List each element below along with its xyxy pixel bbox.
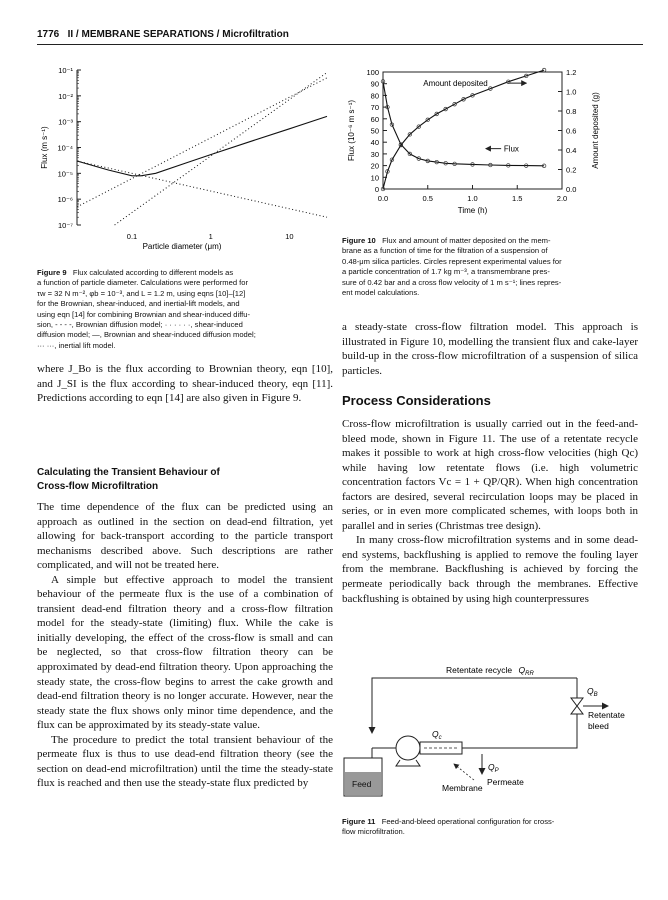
annotation-flux: Flux xyxy=(503,144,519,154)
y2-tick-label: 1.0 xyxy=(566,87,577,97)
running-title: II / MEMBRANE SEPARATIONS / Microfiltration xyxy=(67,29,289,40)
section-heading: Process Considerations xyxy=(342,393,491,408)
subsection-heading xyxy=(37,466,333,494)
fig9-caption-line: for the Brownian, shear-induced, and inertial-lift models, and xyxy=(37,299,240,309)
x-tick-label: 1.0 xyxy=(467,194,478,203)
left-col-p1 xyxy=(37,362,333,406)
paragraph: Cross-flow microfiltration is usually carried out in the feed-and-bleed mode, shown in Figure 11. The use of a retentate recycle makes it possible to work at high cross-flow velocities (high Qc) while having low retentate flows (i.e. high volumetric concentration factors Vc = 1 + QP/QR). When high concentration factors are desired, several recirculation loops may be placed in series, or in even more complicated schemes, with loops both in parallel and in series (Christmas tree design). xyxy=(342,418,638,532)
fig9-caption-line: Flux calculated according to different models as xyxy=(72,268,234,277)
fig11-caption-line: Feed-and-bleed operational configuration for cross- xyxy=(381,817,555,826)
plot-frame xyxy=(383,72,562,189)
y-tick-label: 10⁻³ xyxy=(58,117,73,127)
figure-9-label: Figure 9 xyxy=(37,268,67,277)
fig10-caption-line: ent model calculations. xyxy=(342,288,420,298)
subhead-line: Cross-flow Microfiltration xyxy=(37,481,159,492)
permeate-label: Permeate xyxy=(487,777,524,787)
subhead-line: Calculating the Transient Behaviour of xyxy=(37,467,220,478)
series-line xyxy=(77,78,327,207)
y-tick-label: 0 xyxy=(374,185,379,194)
y-axis-label: Flux (10⁻⁶ m s⁻¹) xyxy=(347,99,356,162)
x-tick-label: 10 xyxy=(285,232,294,241)
fig9-caption-line: a function of particle diameter. Calculations were performed for xyxy=(37,278,249,288)
figure-9-chart xyxy=(37,62,337,262)
y2-tick-label: 0.2 xyxy=(566,165,577,175)
fig10-caption-line: sure of 0.42 bar and a cross flow velocity of 1 m s⁻¹; lines repres- xyxy=(342,277,562,287)
y-tick-label: 100 xyxy=(366,68,379,77)
fig9-caption-line: τw = 32 N m⁻², φb = 10⁻³, and L = 1.2 m, using eqns [10]–[12] xyxy=(37,288,246,298)
pump-icon xyxy=(396,736,420,760)
y-tick-label: 10⁻² xyxy=(58,91,73,101)
y-axis-label: Flux (m s⁻¹) xyxy=(40,126,49,169)
x-tick-label: 0.5 xyxy=(422,194,433,203)
y-tick-label: 20 xyxy=(370,161,379,171)
recycle-label: Retentate recycle $Q_{RR}$ xyxy=(446,665,534,677)
y2-tick-label: 1.2 xyxy=(566,68,577,77)
fig9-caption-line: ··· ···, inertial lift model. xyxy=(37,340,116,350)
figure-10 xyxy=(340,58,640,233)
series-line xyxy=(77,116,327,175)
x-axis-label: Particle diameter (μm) xyxy=(142,242,222,251)
x-tick-label: 1 xyxy=(208,232,213,241)
series-line xyxy=(115,73,327,226)
paragraph: In many cross-flow microfiltration systems and in some dead-end systems, backflushing is applied to remove the fouling layer from the membrane. Backflushing is achieved by forcing the permeate periodically back through the membranes. Effective backflushing is obtained by using high counterpressures xyxy=(342,534,638,605)
header-rule xyxy=(37,44,643,45)
running-header xyxy=(37,29,289,40)
y-tick-label: 10 xyxy=(370,173,379,183)
bleed-label-1: Retentate xyxy=(588,710,625,720)
y-tick-label: 50 xyxy=(370,126,379,136)
y-tick-label: 10⁻⁵ xyxy=(57,169,73,179)
figure-11-caption xyxy=(342,817,638,838)
x-tick-label: 1.5 xyxy=(512,194,523,203)
y-tick-label: 10⁻⁷ xyxy=(57,221,73,230)
fig10-caption-line: a particle concentration of 1.7 kg m⁻³, a transmembrane pres- xyxy=(342,267,550,277)
y2-tick-label: 0.6 xyxy=(566,126,577,136)
y2-axis-label: Amount deposited (g) xyxy=(591,92,600,169)
membrane-pointer xyxy=(454,764,474,780)
y-tick-label: 10⁻⁶ xyxy=(57,195,73,205)
recycle-line xyxy=(372,678,577,733)
feed-label: Feed xyxy=(352,779,372,789)
fig10-caption-line: brane as a function of time for the filtration of a suspension of xyxy=(342,246,548,256)
left-col-body xyxy=(37,500,333,791)
paragraph: A simple but effective approach to model the transient behaviour of the permeate flux is the use of a combination of transient dead-end filtration theory and a cross-flow filtration model for the steady-state (limiting) flux. While the cake is initially developing, the effect of the cross-flow is small and can be neglected, so that cross-flow filtration theory can be approximated by dead-end filtration theory. Upon approaching the steady state, the cross-flow begins to arrest the cake growth and dead-end filtration theory is no longer accurate. However, near the steady state the flux shows only minor time dependence, and the flux can be approximated by its steady-state value. xyxy=(37,573,333,732)
valve-icon xyxy=(571,698,583,714)
x-tick-label: 0.0 xyxy=(377,194,389,203)
y-tick-label: 80 xyxy=(370,91,379,101)
y-tick-label: 90 xyxy=(370,79,379,89)
y-tick-label: 10⁻¹ xyxy=(58,66,73,75)
paragraph: The time dependence of the flux can be predicted using an approach as outlined in the section on dead-end filtration, yet allowing for back-transport according to the particle transport mechanisms described above. Such descriptions are rather complicated, and will not be treated here. xyxy=(37,501,333,572)
figure-11-diagram xyxy=(342,660,642,810)
fig11-caption-line: flow microfiltration. xyxy=(342,827,405,837)
page-number: 1776 xyxy=(37,29,60,40)
qc-label: $Q_c$ xyxy=(432,729,442,741)
qp-label: $Q_P$ xyxy=(488,762,499,774)
membrane-label: Membrane xyxy=(442,783,483,793)
bleed-label-2: bleed xyxy=(588,721,609,731)
fig9-caption-line: diffusion model; —, Brownian and shear-induced diffusion model; xyxy=(37,330,256,340)
figure-10-chart xyxy=(340,58,640,233)
flux-line xyxy=(383,81,544,165)
figure-10-caption xyxy=(342,236,638,298)
y2-tick-label: 0.4 xyxy=(566,146,577,155)
figure-10-label: Figure 10 xyxy=(342,236,376,245)
return-line xyxy=(462,714,577,748)
y2-tick-label: 0.0 xyxy=(566,185,577,194)
right-col-p1 xyxy=(342,320,638,378)
y-tick-label: 60 xyxy=(370,114,379,124)
right-col-body xyxy=(342,417,638,606)
paragraph: where J_Bo is the flux according to Brownian theory, eqn [10], and J_SI is the flux according to shear-induced theory, eqn [11]. Predictions according to eqn [14] are also given in Figure 9. xyxy=(37,363,333,405)
figure-11-label: Figure 11 xyxy=(342,817,376,826)
series-line xyxy=(77,161,327,217)
y-tick-label: 40 xyxy=(370,138,379,148)
y-tick-label: 30 xyxy=(370,149,379,159)
fig9-caption-line: sion, - - - -, Brownian diffusion model; · · · · · ·, shear-induced xyxy=(37,320,243,330)
fig9-caption-line: using eqn [14] for combining Brownian and shear-induced diffu- xyxy=(37,309,251,319)
y2-tick-label: 0.8 xyxy=(566,107,577,116)
annotation-amount: Amount deposited xyxy=(423,79,488,89)
x-tick-label: 0.1 xyxy=(126,232,138,241)
fig10-caption-line: Flux and amount of matter deposited on the mem- xyxy=(382,236,551,245)
figure-9 xyxy=(37,62,337,262)
pump-base xyxy=(396,760,420,766)
figure-11 xyxy=(342,660,642,810)
x-axis-label: Time (h) xyxy=(457,206,488,215)
paragraph: a steady-state cross-flow filtration model. This approach is illustrated in Figure 10, modelling the transient flux and cake-layer build-up in the cross-flow microfiltration of a suspension of silica particles. xyxy=(342,321,638,377)
figure-9-caption xyxy=(37,268,333,351)
paragraph: The procedure to predict the total transient behaviour of the permeate flux is thus to use dead-end filtration theory (see the section on dead-end microfiltration) until the time the steady-state flux is reached and then use the steady-state flux predicted by xyxy=(37,733,333,790)
fig10-caption-line: 0.48-μm silica particles. Circles represent experimental values for xyxy=(342,256,562,266)
y-tick-label: 70 xyxy=(370,103,379,113)
y-tick-label: 10⁻⁴ xyxy=(57,143,73,153)
x-tick-label: 2.0 xyxy=(556,194,568,203)
qb-label: $Q_B$ xyxy=(587,686,598,698)
